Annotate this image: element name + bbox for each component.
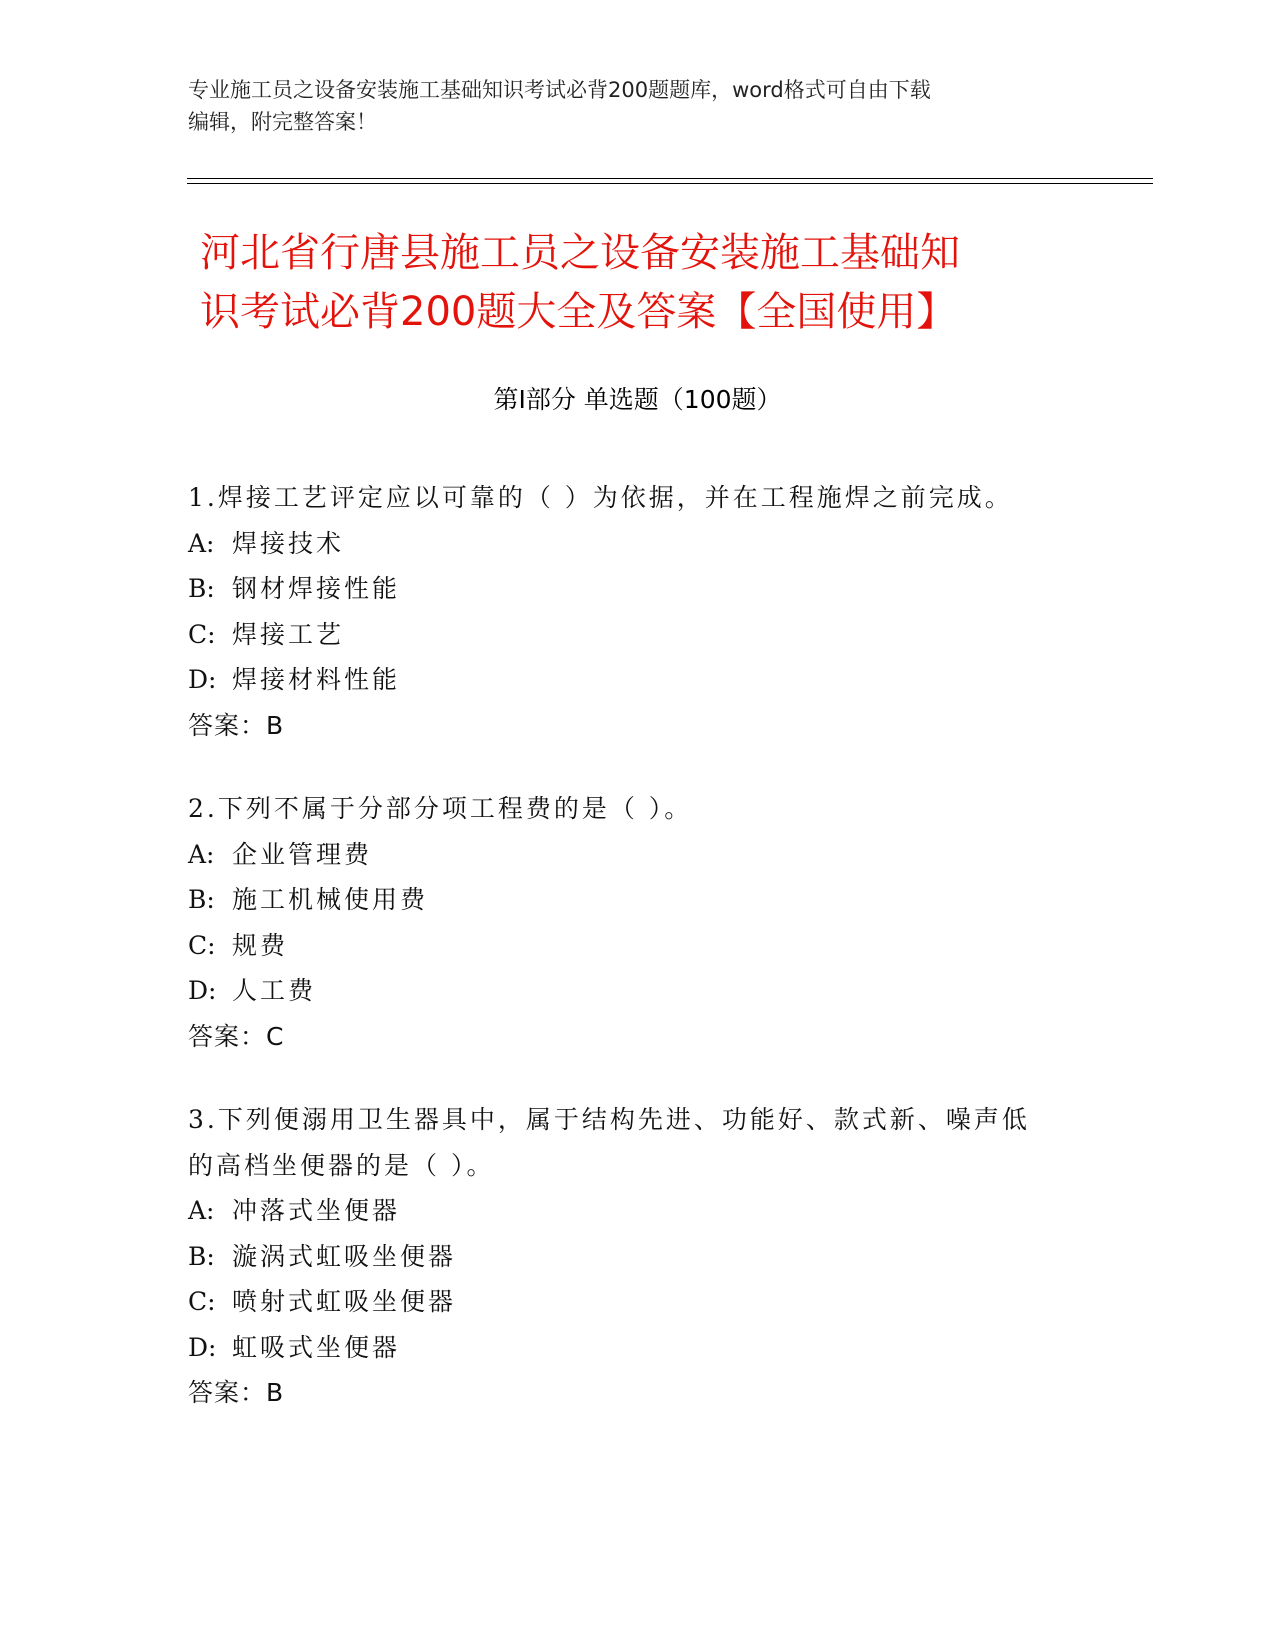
option-key: C:	[188, 930, 216, 960]
option-a	[188, 521, 1088, 567]
option-d	[188, 1325, 1088, 1371]
option-key: A:	[188, 528, 215, 558]
question-stem: 3.下列便溺用卫生器具中，属于结构先进、功能好、款式新、噪声低	[188, 1105, 1030, 1134]
option-text: 规费	[232, 930, 289, 960]
question-stem: 1.焊接工艺评定应以可靠的（ ）为依据，并在工程施焊之前完成。	[188, 483, 1013, 512]
option-key: C:	[188, 619, 216, 649]
question-item	[188, 786, 1088, 1059]
option-text: 焊接材料性能	[232, 665, 401, 694]
option-key: C:	[188, 1287, 216, 1316]
option-key: A:	[188, 839, 215, 869]
question-item	[188, 475, 1088, 748]
option-key: B:	[188, 885, 215, 914]
option-key: B:	[188, 574, 215, 603]
option-text: 漩涡式虹吸坐便器	[232, 1241, 457, 1271]
answer: 答案：B	[188, 710, 285, 740]
question-item	[188, 1097, 1088, 1416]
option-c	[188, 923, 1088, 969]
option-key: D:	[188, 976, 217, 1005]
option-text: 喷射式虹吸坐便器	[232, 1287, 457, 1316]
option-a	[188, 832, 1088, 878]
answer: 答案：C	[188, 1021, 285, 1051]
option-text: 虹吸式坐便器	[232, 1332, 401, 1362]
header-note-line-1: 专业施工员之设备安装施工基础知识考试必背200题题库，word格式可自由下载	[188, 78, 931, 102]
option-text: 人工费	[232, 976, 317, 1005]
option-text: 钢材焊接性能	[232, 574, 401, 603]
header-divider-bottom	[187, 183, 1153, 184]
header-note	[188, 74, 1088, 138]
section-title: 第Ⅰ部分 单选题（100题）	[493, 385, 782, 414]
option-text: 焊接技术	[232, 528, 345, 558]
option-text: 焊接工艺	[232, 619, 345, 649]
question-stem-continued: 的高档坐便器的是（ ）。	[188, 1150, 495, 1180]
document-title-line-2: 识考试必背200题大全及答案【全国使用】	[200, 289, 957, 335]
option-text: 企业管理费	[232, 839, 373, 869]
answer: 答案：B	[188, 1378, 285, 1407]
option-a	[188, 1188, 1088, 1234]
option-c	[188, 1279, 1088, 1325]
option-text: 施工机械使用费	[232, 885, 429, 914]
option-b	[188, 1234, 1088, 1280]
option-key: B:	[188, 1241, 215, 1271]
option-d	[188, 968, 1088, 1014]
header-divider-top	[187, 178, 1153, 179]
option-key: A:	[188, 1196, 215, 1225]
option-d	[188, 657, 1088, 703]
question-stem: 2.下列不属于分部分项工程费的是（ ）。	[188, 794, 693, 823]
document-title	[200, 224, 1100, 342]
option-key: D:	[188, 665, 217, 694]
header-note-line-2: 编辑，附完整答案！	[188, 110, 377, 134]
option-text: 冲落式坐便器	[232, 1196, 401, 1225]
document-title-line-1: 河北省行唐县施工员之设备安装施工基础知	[200, 230, 960, 276]
question-list	[188, 475, 1088, 1454]
option-key: D:	[188, 1332, 217, 1362]
option-b	[188, 877, 1088, 923]
option-c	[188, 612, 1088, 658]
option-b	[188, 566, 1088, 612]
